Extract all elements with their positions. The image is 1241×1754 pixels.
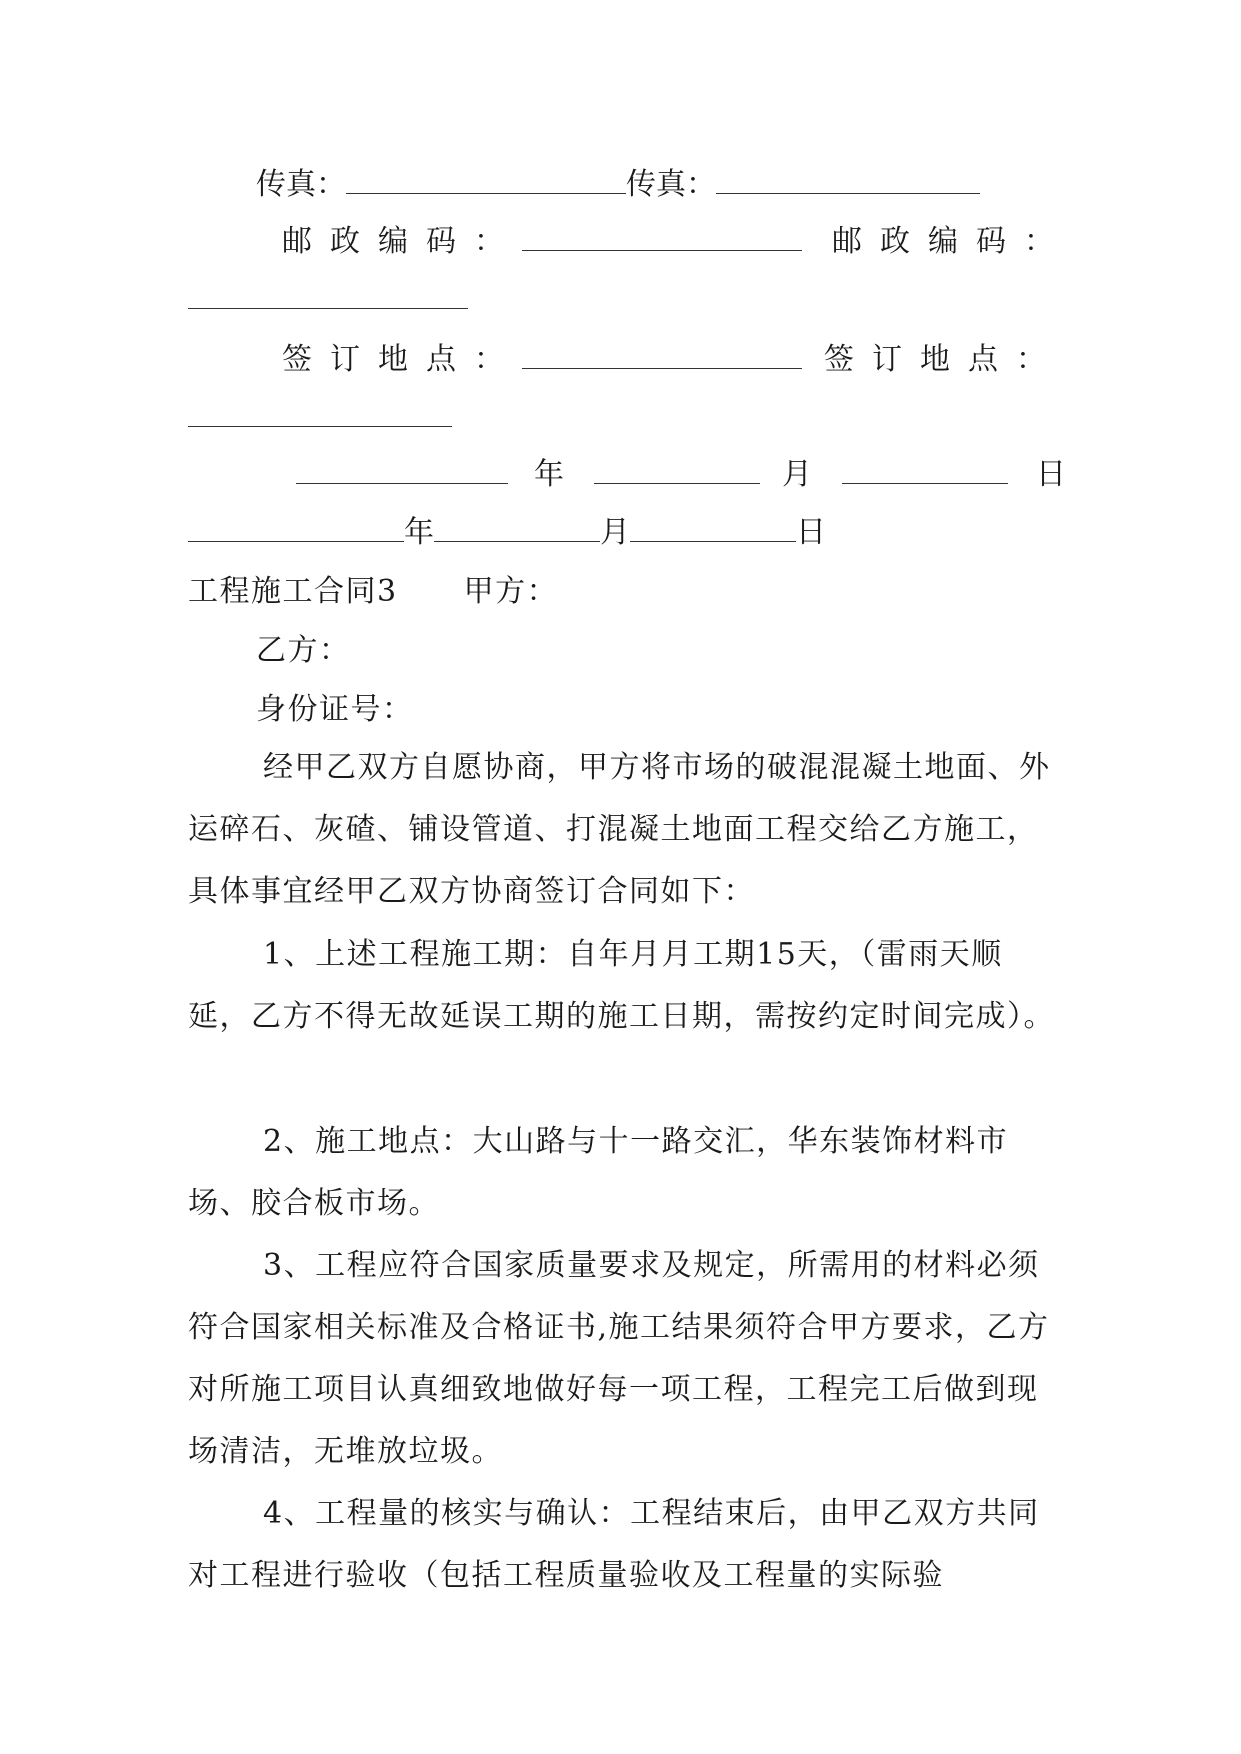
- party-b-label: 乙方：: [256, 633, 351, 668]
- postal-continued-row: [188, 280, 468, 320]
- sign-place-blank-right: [188, 400, 452, 427]
- sign-place-label-right: 签订地点：: [824, 342, 1064, 377]
- fax-blank-left: [346, 167, 626, 194]
- clause-4-text: 4、工程量的核实与确认：工程结束后，由甲乙双方共同对工程进行验收（包括工程质量验收及工程量的实际验: [188, 1496, 1040, 1593]
- sign-place-blank-left: [522, 342, 802, 369]
- date-month-blank-2: [434, 515, 600, 542]
- fax-label-left: 传真：: [256, 167, 346, 202]
- postal-label-left: 邮政编码：: [282, 224, 522, 259]
- postal-row: [282, 222, 1072, 262]
- sign-place-continued-row: [188, 398, 452, 438]
- intro-paragraph: [188, 737, 1058, 923]
- party-a-label: 甲方：: [463, 574, 559, 609]
- date-row-2: [188, 513, 826, 553]
- date-row-1: [296, 455, 1066, 495]
- id-number-row: [256, 690, 414, 730]
- id-number-label: 身份证号：: [256, 692, 414, 727]
- clause-2-paragraph: [188, 1111, 1058, 1235]
- clause-4-paragraph: [188, 1483, 1058, 1607]
- contract-title: 工程施工合同3: [188, 574, 398, 609]
- clause-3-text: 3、工程应符合国家质量要求及规定，所需用的材料必须符合国家相关标准及合格证书,施工结果须符合甲方要求，乙方对所施工项目认真细致地做好每一项工程，工程完工后做到现场清洁，无堆放垃圾。: [188, 1248, 1050, 1469]
- clause-2-text: 2、施工地点：大山路与十一路交汇，华东装饰材料市场、胶合板市场。: [188, 1124, 1009, 1221]
- postal-label-right: 邮政编码：: [832, 224, 1072, 259]
- date-month-label-1: 月: [782, 457, 812, 492]
- fax-row: [256, 165, 980, 205]
- date-day-blank-2: [630, 515, 796, 542]
- date-year-blank-2: [188, 515, 404, 542]
- date-day-blank-1: [842, 457, 1008, 484]
- postal-blank-right: [188, 282, 468, 309]
- sign-place-row: [282, 340, 1064, 380]
- party-b-row: [256, 631, 351, 671]
- contract-title-row: [188, 572, 558, 612]
- date-month-blank-1: [594, 457, 760, 484]
- date-year-label-1: 年: [534, 457, 564, 492]
- date-year-blank-1: [296, 457, 508, 484]
- date-year-label-2: 年: [404, 515, 434, 550]
- fax-label-right: 传真：: [626, 167, 716, 202]
- clause-3-paragraph: [188, 1235, 1058, 1483]
- clause-1-paragraph: [188, 924, 1058, 1048]
- fax-blank-right: [716, 167, 980, 194]
- date-month-label-2: 月: [600, 515, 630, 550]
- date-day-label-2: 日: [796, 515, 826, 550]
- postal-blank-left: [522, 224, 802, 251]
- intro-text: 经甲乙双方自愿协商，甲方将市场的破混混凝土地面、外运碎石、灰碴、铺设管道、打混凝土地面工程交给乙方施工，具体事宜经甲乙双方协商签订合同如下：: [188, 750, 1051, 909]
- sign-place-label-left: 签订地点：: [282, 342, 522, 377]
- date-day-label-1: 日: [1036, 457, 1066, 492]
- clause-1-text: 1、上述工程施工期：自年月月工期15天，（雷雨天顺延，乙方不得无故延误工期的施工日期，需按约定时间完成）。: [188, 937, 1055, 1034]
